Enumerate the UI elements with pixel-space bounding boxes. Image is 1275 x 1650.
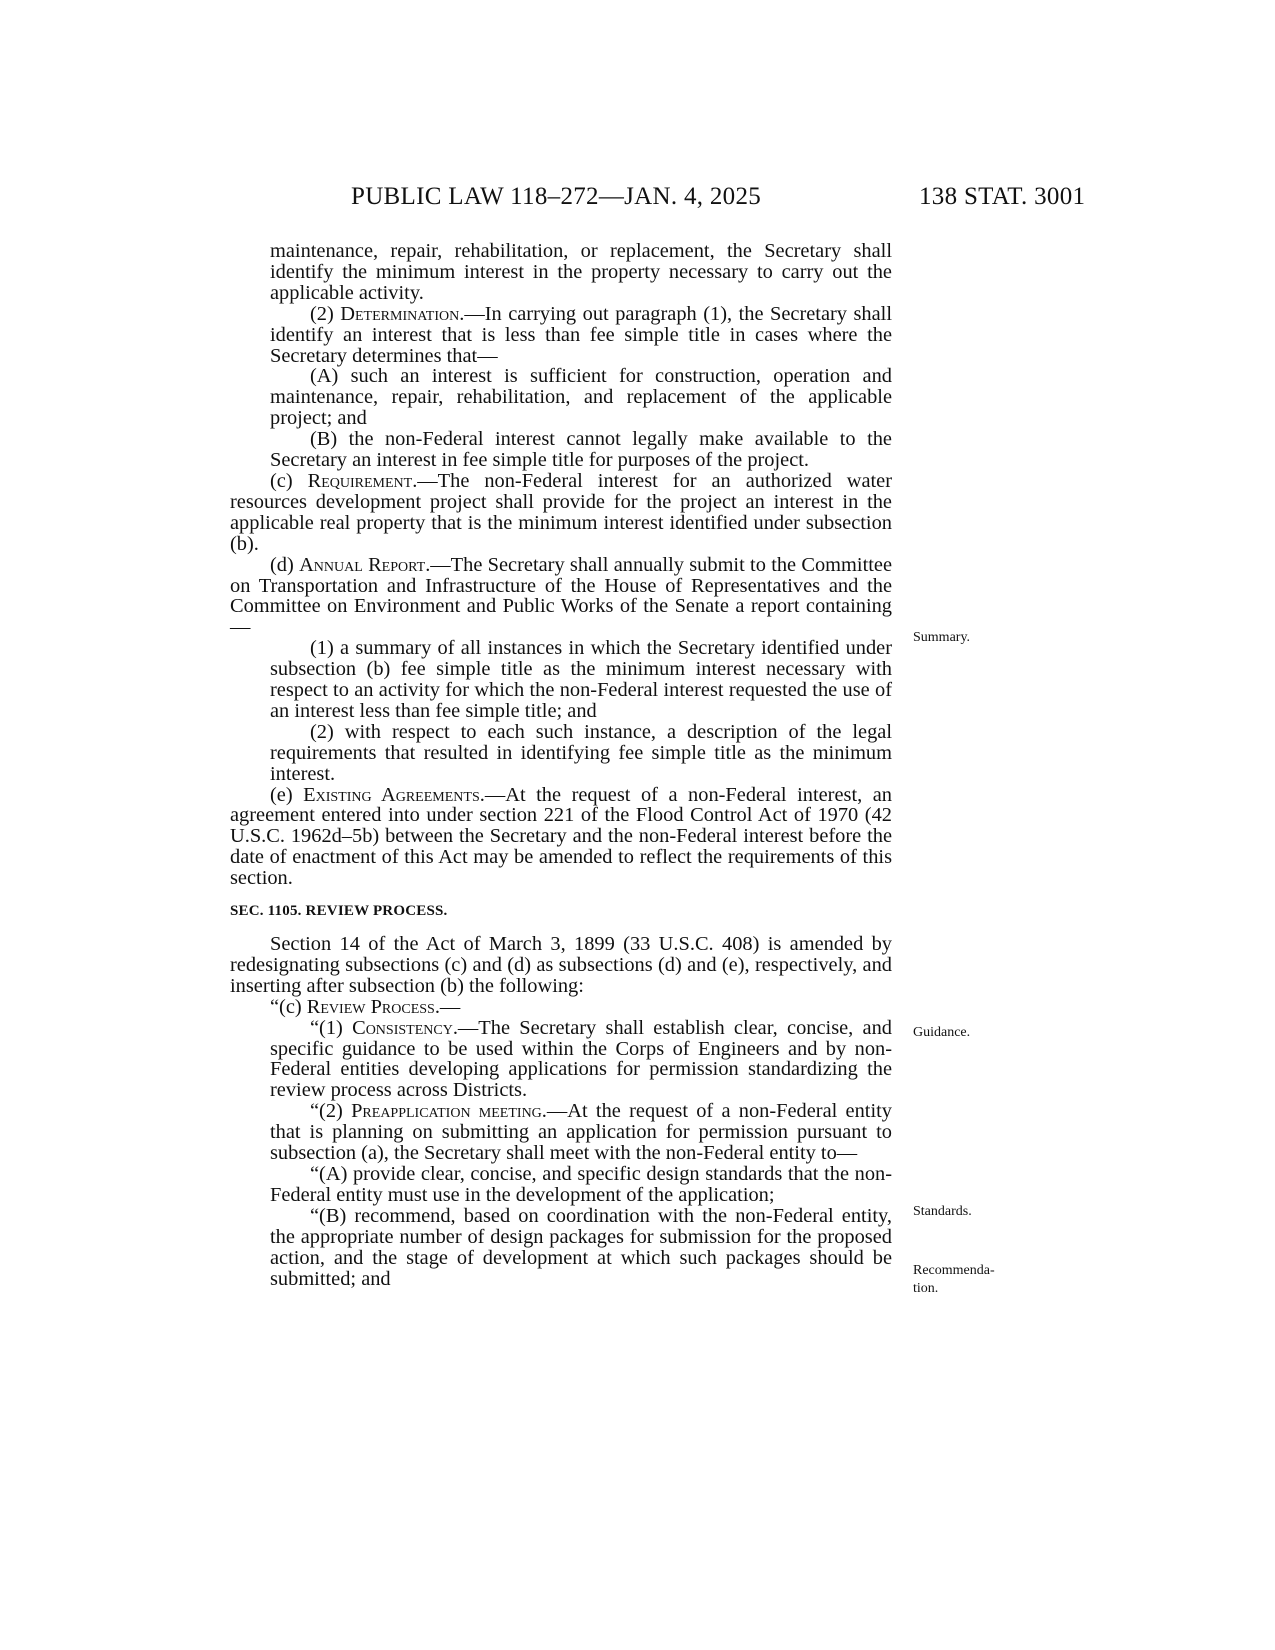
- paragraph-text: “(A) provide clear, concise, and specific design standards that the non-Federal entity must use in the development of the application;: [270, 1162, 892, 1206]
- paragraph-text: .—The Secretary shall establish clear, concise, and specific guidance to be used within the Corps of Engineers and by non-Federal entities developing applications for permission standardizing the review process across Districts.: [270, 1016, 892, 1102]
- page-header-stat: 138 STAT. 3001: [919, 183, 1086, 210]
- margin-note-recommendation-line2: tion.: [913, 1281, 939, 1296]
- paragraph-text: (2) with respect to each such instance, a description of the legal requirements that resulted in identifying fee simple title as the minimum interest.: [270, 720, 892, 785]
- paragraph-designator: (e): [270, 783, 304, 806]
- paragraph-text: (1) a summary of all instances in which the Secretary identified under subsection (b) fee simple title as the minimum interest necessary with respect to an activity for which the non-Federal interest requested the use of an interest less than fee simple title; and: [270, 637, 892, 722]
- paragraph: [230, 241, 892, 304]
- paragraph-heading: Review Process: [306, 995, 435, 1018]
- margin-note-recommendation: [913, 1262, 995, 1298]
- paragraph-heading: Annual Report: [299, 553, 426, 576]
- paragraph: [230, 722, 892, 785]
- paragraph-designator: “(2): [310, 1100, 352, 1123]
- paragraph-designator: (2): [310, 302, 341, 325]
- paragraph-designator: “(1): [310, 1016, 353, 1039]
- paragraph-designator: (c): [270, 469, 308, 492]
- paragraph-text: “(B) recommend, based on coordination with the non-Federal entity, the appropriate number of design packages for submission for the proposed action, and the stage of development at which such packages should be submitted; and: [270, 1204, 892, 1290]
- paragraph-text: .—At the request of a non-Federal interest, an agreement entered into under section 221 of the Flood Control Act of 1970 (42 U.S.C. 1962d–5b) between the Secretary and the non-Federal interest before the date of enactment of this Act may be amended to reflect the requirements of this section.: [230, 783, 892, 890]
- paragraph-text: .—: [434, 995, 461, 1018]
- paragraph-text: (A) such an interest is sufficient for construction, operation and maintenance, repair, rehabilitation, and replacement of the applicable project; and: [270, 365, 892, 430]
- paragraph: [230, 638, 892, 722]
- paragraph: [230, 304, 892, 367]
- margin-note-guidance: Guidance.: [913, 1025, 971, 1040]
- paragraph: [230, 1164, 892, 1206]
- paragraph-text: .—At the request of a non-Federal entity that is planning on submitting an application for permission pursuant to subsection (a), the Secretary shall meet with the non-Federal entity to—: [270, 1100, 892, 1165]
- paragraph: [230, 1101, 892, 1164]
- paragraph-designator: “(c): [270, 995, 307, 1018]
- paragraph-text: .—The non-Federal interest for an authorized water resources development project shall provide for the project an interest in the applicable real property that is the minimum interest identified under subsection (b).: [230, 469, 892, 555]
- paragraph-heading: Consistency: [352, 1016, 453, 1039]
- paragraph-heading: Requirement: [307, 469, 413, 492]
- paragraph: [230, 934, 892, 997]
- paragraph: [230, 997, 892, 1018]
- paragraph-heading: Determination: [340, 302, 460, 325]
- paragraph-text: (B) the non-Federal interest cannot legally make available to the Secretary an interest in fee simple title for purposes of the project.: [270, 428, 892, 472]
- margin-note-standards: Standards.: [913, 1204, 972, 1219]
- paragraph: [230, 785, 892, 890]
- paragraph: [230, 1018, 892, 1102]
- margin-note-summary: Summary.: [913, 630, 971, 645]
- paragraph-heading: Existing Agreements: [303, 783, 480, 806]
- paragraph-text: Section 14 of the Act of March 3, 1899 (33 U.S.C. 408) is amended by redesignating subsections (c) and (d) as subsections (d) and (e), respectively, and inserting after subsection (b) the following:: [230, 933, 892, 997]
- paragraph-text: .—In carrying out paragraph (1), the Secretary shall identify an interest that is less than fee simple title in cases where the Secretary determines that—: [270, 302, 892, 367]
- paragraph-designator: (d): [270, 553, 300, 576]
- paragraph-text: maintenance, repair, rehabilitation, or replacement, the Secretary shall identify the minimum interest in the property necessary to carry out the applicable activity.: [270, 240, 892, 304]
- paragraph-group-1: [230, 241, 892, 889]
- document-body: [230, 241, 892, 1289]
- paragraph: [230, 1206, 892, 1290]
- paragraph-heading: Preapplication meeting: [351, 1100, 542, 1123]
- margin-note-recommendation-line1: Recommenda-: [913, 1263, 995, 1278]
- paragraph: [230, 366, 892, 429]
- paragraph: [230, 471, 892, 555]
- section-heading: SEC. 1105. REVIEW PROCESS.: [230, 903, 448, 920]
- paragraph: [230, 555, 892, 639]
- paragraph-text: .—The Secretary shall annually submit to the Committee on Transportation and Infrastructure of the House of Representatives and the Committee on Environment and Public Works of the Senate a report containing—: [230, 553, 893, 639]
- page-header-title: PUBLIC LAW 118–272—JAN. 4, 2025: [351, 183, 762, 210]
- paragraph: [230, 429, 892, 471]
- paragraph-group-2: [230, 934, 892, 1289]
